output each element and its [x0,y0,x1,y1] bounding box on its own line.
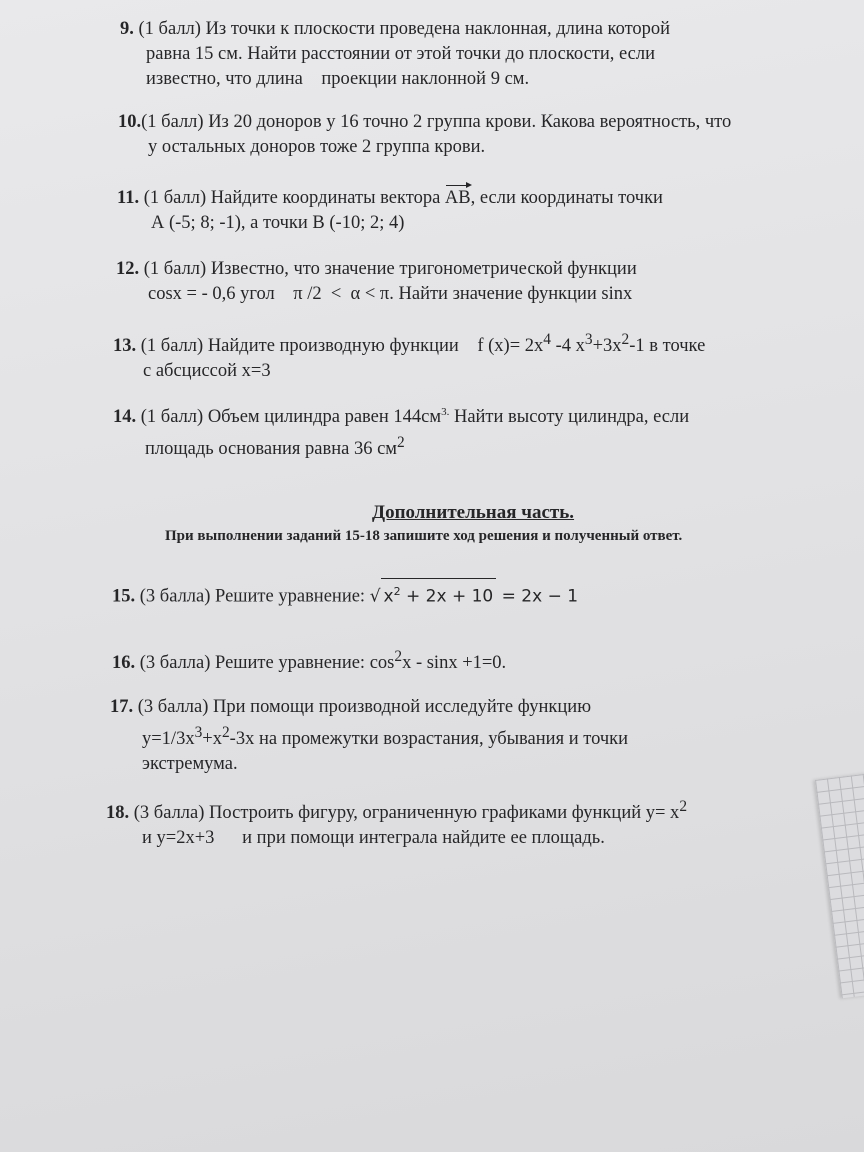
sqrt-sign: √ [369,586,381,607]
question-text: площадь основания равна 36 см [145,439,397,460]
question-number: 11. [117,188,140,208]
question-text: у остальных доноров тоже 2 группа крови. [148,137,486,157]
question-text: -3x на промежутки возрастания, убывания и точки [229,729,629,750]
question-text: (3 балла) Решите уравнение: [139,586,370,607]
question-number: 12. [116,259,140,279]
question-text: А (-5; 8; -1), а точки В (-10; 2; 4) [151,213,405,233]
superscript: 2 [397,434,405,452]
question-text: равна 15 см. Найти расстоянии от этой точки до плоскости, если [146,44,656,64]
question-number: 14. [113,407,137,428]
question-text: -4 x [550,336,585,357]
question-number: 13. [113,336,137,357]
section-title: Дополнительная часть. [372,502,575,523]
question-text: , если координаты точки [470,188,663,208]
question-text: (3 балла) При помощи производной исследуйте функцию [137,697,592,717]
question-15 [112,578,822,610]
superscript: 4 [543,331,551,348]
question-text: экстремума. [142,754,238,775]
question-text-wrap [110,720,820,752]
question-number: 17. [110,697,134,717]
superscript: 2 [621,331,630,348]
superscript: 2 [221,724,230,741]
superscript: 3 [584,331,593,348]
superscript: 3. [441,406,450,418]
question-text: cosx = - 0,6 угол π /2 < α < π. Найти значение функции sinx [148,284,633,304]
question-number: 10. [118,112,142,132]
question-text-wrap [113,430,853,462]
radicand [381,578,497,610]
question-text: (1 балл) Объем цилиндра равен 144см [140,407,442,428]
question-text: +3x [592,336,622,357]
question-text: y=1/3x [142,729,195,750]
superscript: 2 [393,585,401,598]
question-13 [113,327,853,384]
question-text: (1 балл) Из точки к плоскости проведена наклонная, длина которой [138,19,671,39]
superscript: 2 [679,798,688,815]
question-text: (1 балл) Найдите производную функции f (x)= 2x [140,336,544,357]
question-text: x - sinx +1=0. [402,653,507,674]
question-text: (1 балл) Из 20 доноров у 16 точно 2 группа крови. Какова вероятность, что [141,112,732,132]
question-18 [106,794,826,851]
question-14 [113,400,853,462]
section-note: При выполнении заданий 15-18 запишите ход решения и полученный ответ. [165,528,683,544]
question-number: 18. [106,803,130,824]
vector-ab: AB [445,184,471,211]
question-text: +x [202,729,222,750]
question-number: 15. [112,586,136,607]
radicand-text: + 2x + 10 [400,586,494,607]
question-9 [120,17,830,92]
question-text: (1 балл) Найдите координаты вектора [143,188,445,208]
question-number: 16. [112,653,136,674]
question-10 [118,110,838,160]
question-12 [116,257,826,307]
question-text: известно, что длина проекции наклонной 9 см. [146,69,530,89]
question-text: (3 балла) Построить фигуру, ограниченную графиками функций y= x [133,803,680,824]
question-text: с абсциссой х=3 [143,361,271,382]
superscript: 3 [194,724,203,741]
question-text: Найти высоту цилиндра, если [449,407,690,428]
radicand-text: x [383,586,394,607]
question-text: (1 балл) Известно, что значение тригонометрической функции [143,259,637,279]
question-17 [110,695,820,777]
question-text: -1 в точке [629,336,706,357]
superscript: 2 [394,648,403,665]
equation-rhs: = 2x − 1 [496,586,579,607]
question-text: и y=2x+3 и при помощи интеграла найдите ее площадь. [142,828,605,849]
question-number: 9. [120,19,134,39]
question-16 [112,644,822,676]
question-text: (3 балла) Решите уравнение: cos [139,653,395,674]
question-11 [117,184,827,236]
